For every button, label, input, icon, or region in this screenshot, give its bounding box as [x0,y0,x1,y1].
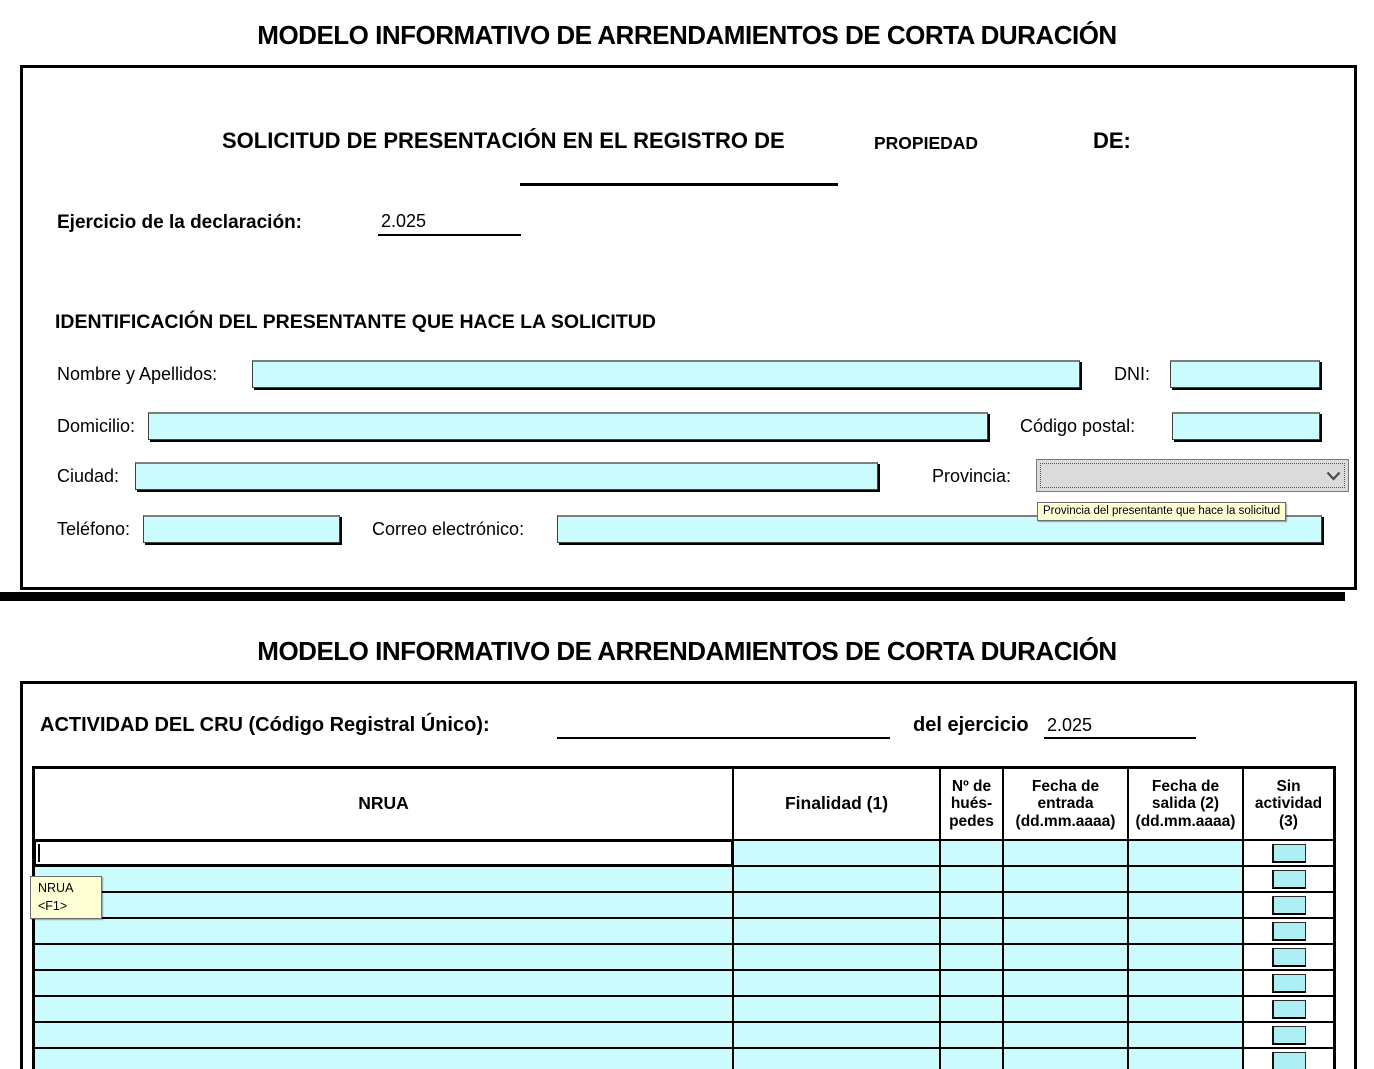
nrua-cell[interactable] [35,867,734,893]
nrua-cell[interactable] [35,1049,734,1069]
salida-cell[interactable] [1129,997,1244,1023]
sin-actividad-checkbox[interactable] [1272,922,1306,941]
huespedes-cell[interactable] [941,1023,1004,1049]
identification-heading: IDENTIFICACIÓN DEL PRESENTANTE QUE HACE LA SOLICITUD [55,311,656,333]
salida-cell[interactable] [1129,1049,1244,1069]
huespedes-cell[interactable] [941,971,1004,997]
nombre-label: Nombre y Apellidos: [57,364,218,384]
table-row [35,945,1333,971]
dropdown-focus-outline [1040,463,1345,488]
domicilio-label: Domicilio: [57,416,136,436]
finalidad-cell[interactable] [734,1049,941,1069]
sin-cell[interactable] [1244,997,1333,1023]
subtitle-main: SOLICITUD DE PRESENTACIÓN EN EL REGISTRO DE [222,128,785,153]
telefono-input[interactable] [143,515,340,543]
sin-cell[interactable] [1244,945,1333,971]
header-fecha-entrada: Fecha de entrada (dd.mm.aaaa) [1004,769,1129,841]
ciudad-label: Ciudad: [57,466,120,486]
sin-actividad-checkbox[interactable] [1272,974,1306,993]
finalidad-cell[interactable] [734,841,941,867]
provincia-label: Provincia: [932,466,1012,486]
cru-value[interactable] [557,712,890,739]
nrua-cell[interactable] [35,919,734,945]
activity-table [32,766,1336,1069]
subtitle-registry-type: PROPIEDAD [874,133,979,153]
finalidad-cell[interactable] [734,997,941,1023]
salida-cell[interactable] [1129,893,1244,919]
huespedes-cell[interactable] [941,867,1004,893]
entrada-cell[interactable] [1004,1049,1129,1069]
sin-cell[interactable] [1244,841,1333,867]
nrua-cell[interactable] [35,841,734,867]
table-row [35,1023,1333,1049]
entrada-cell[interactable] [1004,893,1129,919]
nrua-cell[interactable] [35,997,734,1023]
entrada-cell[interactable] [1004,841,1129,867]
sin-actividad-checkbox[interactable] [1272,1000,1306,1019]
sin-actividad-checkbox[interactable] [1272,896,1306,915]
table-row [35,893,1333,919]
entrada-cell[interactable] [1004,867,1129,893]
sin-cell[interactable] [1244,893,1333,919]
finalidad-cell[interactable] [734,893,941,919]
sin-cell[interactable] [1244,867,1333,893]
header-finalidad: Finalidad (1) [734,769,941,841]
header-sin-actividad: Sin actividad (3) [1244,769,1333,841]
salida-cell[interactable] [1129,841,1244,867]
table-row [35,1049,1333,1069]
entrada-cell[interactable] [1004,971,1129,997]
ejercicio-label: Ejercicio de la declaración: [57,212,302,233]
huespedes-cell[interactable] [941,997,1004,1023]
provincia-dropdown[interactable] [1036,459,1349,492]
entrada-cell[interactable] [1004,1023,1129,1049]
salida-cell[interactable] [1129,919,1244,945]
salida-cell[interactable] [1129,945,1244,971]
huespedes-cell[interactable] [941,893,1004,919]
codigo-postal-label: Código postal: [1020,416,1136,436]
del-ejercicio-label: del ejercicio [913,714,1029,736]
huespedes-cell[interactable] [941,841,1004,867]
dni-input[interactable] [1170,360,1320,388]
nrua-cell[interactable] [35,945,734,971]
huespedes-cell[interactable] [941,919,1004,945]
table-body [35,841,1333,1069]
salida-cell[interactable] [1129,971,1244,997]
provincia-tooltip: Provincia del presentante que hace la solicitud [1037,502,1286,521]
domicilio-input[interactable] [148,412,988,440]
ejercicio-value[interactable]: 2.025 [378,208,521,236]
finalidad-cell[interactable] [734,867,941,893]
huespedes-cell[interactable] [941,945,1004,971]
nrua-cell[interactable] [35,971,734,997]
dni-label: DNI: [1114,364,1150,384]
entrada-cell[interactable] [1004,945,1129,971]
finalidad-cell[interactable] [734,971,941,997]
text-cursor [38,844,40,862]
salida-cell[interactable] [1129,867,1244,893]
header-fecha-salida: Fecha de salida (2) (dd.mm.aaaa) [1129,769,1244,841]
codigo-postal-input[interactable] [1172,412,1320,440]
table-row [35,841,1333,867]
header-nrua: NRUA [35,769,734,841]
sin-actividad-checkbox[interactable] [1272,1052,1306,1069]
sin-actividad-checkbox[interactable] [1272,870,1306,889]
page1-title: MODELO INFORMATIVO DE ARRENDAMIENTOS DE CORTA DURACIÓN [257,20,1117,50]
salida-cell[interactable] [1129,1023,1244,1049]
subtitle-de-label: DE: [1093,128,1131,153]
table-row [35,971,1333,997]
sin-cell[interactable] [1244,1049,1333,1069]
table-row [35,867,1333,893]
nombre-input[interactable] [252,360,1080,388]
correo-label: Correo electrónico: [372,519,525,539]
nrua-cell[interactable] [35,893,734,919]
sin-actividad-checkbox[interactable] [1272,1026,1306,1045]
registry-name-blank[interactable] [520,162,838,186]
table-row [35,997,1333,1023]
sin-cell[interactable] [1244,971,1333,997]
finalidad-cell[interactable] [734,1023,941,1049]
finalidad-cell[interactable] [734,945,941,971]
sin-cell[interactable] [1244,1023,1333,1049]
actividad-cru-label: ACTIVIDAD DEL CRU (Código Registral Único): [40,714,490,736]
chevron-down-icon[interactable] [1326,471,1341,481]
telefono-label: Teléfono: [57,519,131,539]
nrua-tooltip: NRUA <F1> [30,876,102,919]
header-huespedes: Nº de hués- pedes [941,769,1004,841]
nrua-cell[interactable] [35,1023,734,1049]
sin-actividad-checkbox[interactable] [1272,948,1306,967]
sin-actividad-checkbox[interactable] [1272,844,1306,863]
ejercicio2-value[interactable]: 2.025 [1044,712,1196,739]
huespedes-cell[interactable] [941,1049,1004,1069]
sin-cell[interactable] [1244,919,1333,945]
page-separator [0,592,1345,601]
entrada-cell[interactable] [1004,919,1129,945]
ciudad-input[interactable] [135,462,878,490]
table-row [35,919,1333,945]
entrada-cell[interactable] [1004,997,1129,1023]
table-header-row [35,769,1333,841]
finalidad-cell[interactable] [734,919,941,945]
page2-title: MODELO INFORMATIVO DE ARRENDAMIENTOS DE CORTA DURACIÓN [257,636,1117,666]
